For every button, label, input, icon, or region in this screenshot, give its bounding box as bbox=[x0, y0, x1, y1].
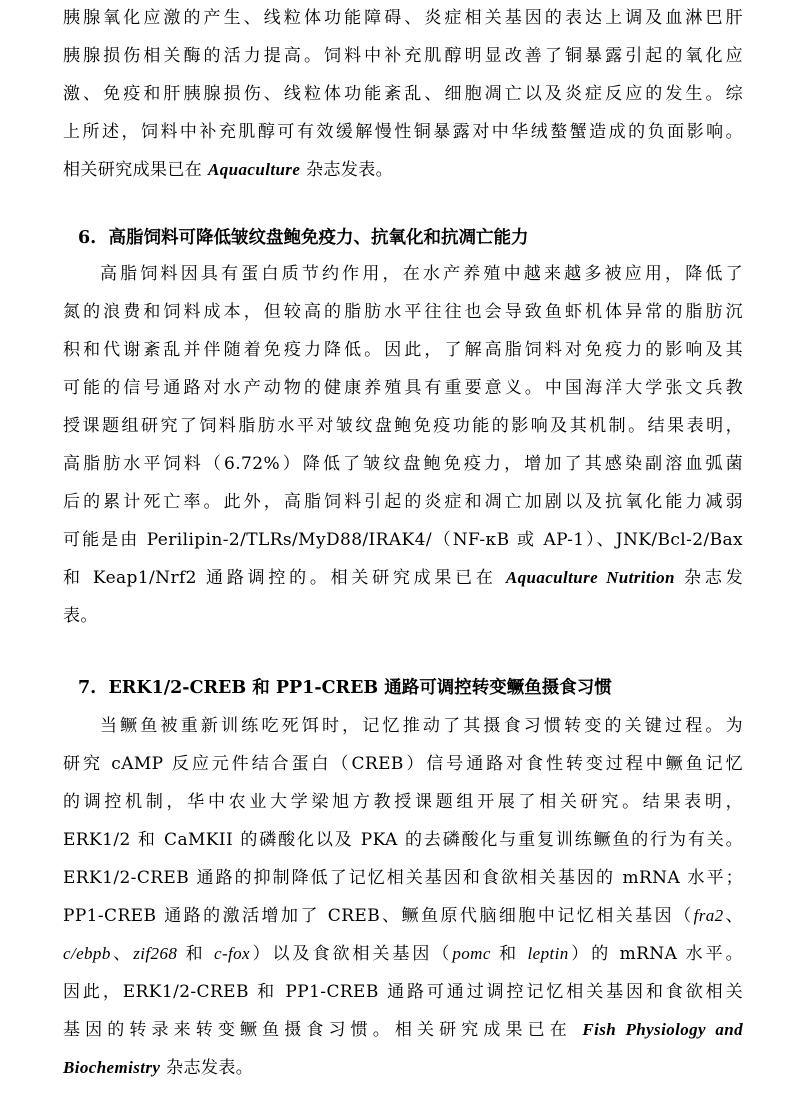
text-line: 氮的浪费和饲料成本，但较高的脂肪水平往往也会导致鱼虾机体异常的脂肪沉 bbox=[63, 302, 743, 322]
text-line: 表。 bbox=[63, 606, 98, 626]
text-run: 和 bbox=[177, 944, 214, 964]
section-title: ERK1/2-CREB 和 PP1-CREB 通路可调控转变鳜鱼摄食习惯 bbox=[108, 678, 612, 698]
gene-name: c/ebpb bbox=[63, 944, 111, 963]
text-run: 相关研究成果已在 bbox=[63, 160, 209, 180]
journal-name: Fish Physiology and bbox=[582, 1020, 743, 1039]
gene-name: fra2 bbox=[693, 906, 724, 925]
text-line: 研究 cAMP 反应元件结合蛋白（CREB）信号通路对食性转变过程中鳜鱼记忆 bbox=[63, 754, 743, 774]
text-line: 胰腺氧化应激的产生、线粒体功能障碍、炎症相关基因的表达上调及血淋巴肝 bbox=[63, 8, 743, 28]
gene-name: zif268 bbox=[133, 944, 178, 963]
text-run: ）的 mRNA 水平。 bbox=[568, 944, 744, 964]
gene-name: pomc bbox=[452, 944, 491, 963]
text-line bbox=[63, 900, 743, 932]
text-line bbox=[63, 154, 743, 186]
text-line bbox=[63, 562, 743, 594]
text-line: 可能是由 Perilipin-2/TLRs/MyD88/IRAK4/（NF-κB 或 AP-1）、JNK/Bcl-2/Bax bbox=[63, 530, 743, 550]
text-run: 杂志发 bbox=[674, 568, 743, 588]
section-number: 7. bbox=[78, 678, 97, 698]
text-run: PP1-CREB 通路的激活增加了 CREB、鳜鱼原代脑细胞中记忆相关基因（ bbox=[63, 906, 694, 926]
gene-name: c-fox bbox=[214, 944, 250, 963]
text-line: 上所述，饲料中补充肌醇可有效缓解慢性铜暴露对中华绒螯蟹造成的负面影响。 bbox=[63, 122, 743, 142]
section-heading bbox=[78, 672, 612, 704]
text-line: 授课题组研究了饲料脂肪水平对皱纹盘鲍免疫功能的影响及其机制。结果表明， bbox=[63, 416, 743, 436]
text-line: 激、免疫和肝胰腺损伤、线粒体功能紊乱、细胞凋亡以及炎症反应的发生。综 bbox=[63, 84, 743, 104]
text-line: 高脂饲料因具有蛋白质节约作用，在水产养殖中越来越多被应用，降低了 bbox=[100, 264, 743, 284]
text-run: 、 bbox=[110, 944, 134, 964]
text-line bbox=[63, 938, 743, 970]
journal-name: Biochemistry bbox=[63, 1058, 161, 1077]
section-title: 高脂饲料可降低皱纹盘鲍免疫力、抗氧化和抗凋亡能力 bbox=[108, 228, 529, 248]
text-line bbox=[63, 1014, 743, 1046]
gene-name: leptin bbox=[527, 944, 569, 963]
journal-name: Aquaculture bbox=[208, 160, 301, 179]
text-line: 因此，ERK1/2-CREB 和 PP1-CREB 通路可通过调控记忆相关基因和食欲相关 bbox=[63, 982, 743, 1002]
text-run: 基因的转录来转变鳜鱼摄食习惯。相关研究成果已在 bbox=[63, 1020, 583, 1040]
text-line: 当鳜鱼被重新训练吃死饵时，记忆推动了其摄食习惯转变的关键过程。为 bbox=[100, 716, 743, 736]
text-run: 杂志发表。 bbox=[160, 1058, 254, 1078]
text-line: 胰腺损伤相关酶的活力提高。饲料中补充肌醇明显改善了铜暴露引起的氧化应 bbox=[63, 46, 743, 66]
text-line: 的调控机制，华中农业大学梁旭方教授课题组开展了相关研究。结果表明， bbox=[63, 792, 743, 812]
journal-name: Aquaculture Nutrition bbox=[505, 568, 675, 587]
section-heading bbox=[78, 222, 528, 254]
text-line bbox=[63, 1052, 743, 1084]
section-number: 6. bbox=[78, 228, 97, 248]
text-line: 可能的信号通路对水产动物的健康养殖具有重要意义。中国海洋大学张文兵教 bbox=[63, 378, 743, 398]
text-line: 高脂肪水平饲料（6.72%）降低了皱纹盘鲍免疫力，增加了其感染副溶血弧菌 bbox=[63, 454, 743, 474]
text-line: 后的累计死亡率。此外，高脂饲料引起的炎症和凋亡加剧以及抗氧化能力减弱 bbox=[63, 492, 743, 512]
text-run: 杂志发表。 bbox=[300, 160, 394, 180]
text-run: 、 bbox=[723, 906, 743, 926]
text-run: ）以及食欲相关基因（ bbox=[249, 944, 453, 964]
text-run: 和 Keap1/Nrf2 通路调控的。相关研究成果已在 bbox=[63, 568, 506, 588]
text-line: ERK1/2-CREB 通路的抑制降低了记忆相关基因和食欲相关基因的 mRNA 水平； bbox=[63, 868, 743, 888]
text-line: ERK1/2 和 CaMKII 的磷酸化以及 PKA 的去磷酸化与重复训练鳜鱼的行为有关。 bbox=[63, 830, 743, 850]
text-run: 和 bbox=[490, 944, 528, 964]
text-line: 积和代谢紊乱并伴随着免疫力降低。因此，了解高脂饲料对免疫力的影响及其 bbox=[63, 340, 743, 360]
